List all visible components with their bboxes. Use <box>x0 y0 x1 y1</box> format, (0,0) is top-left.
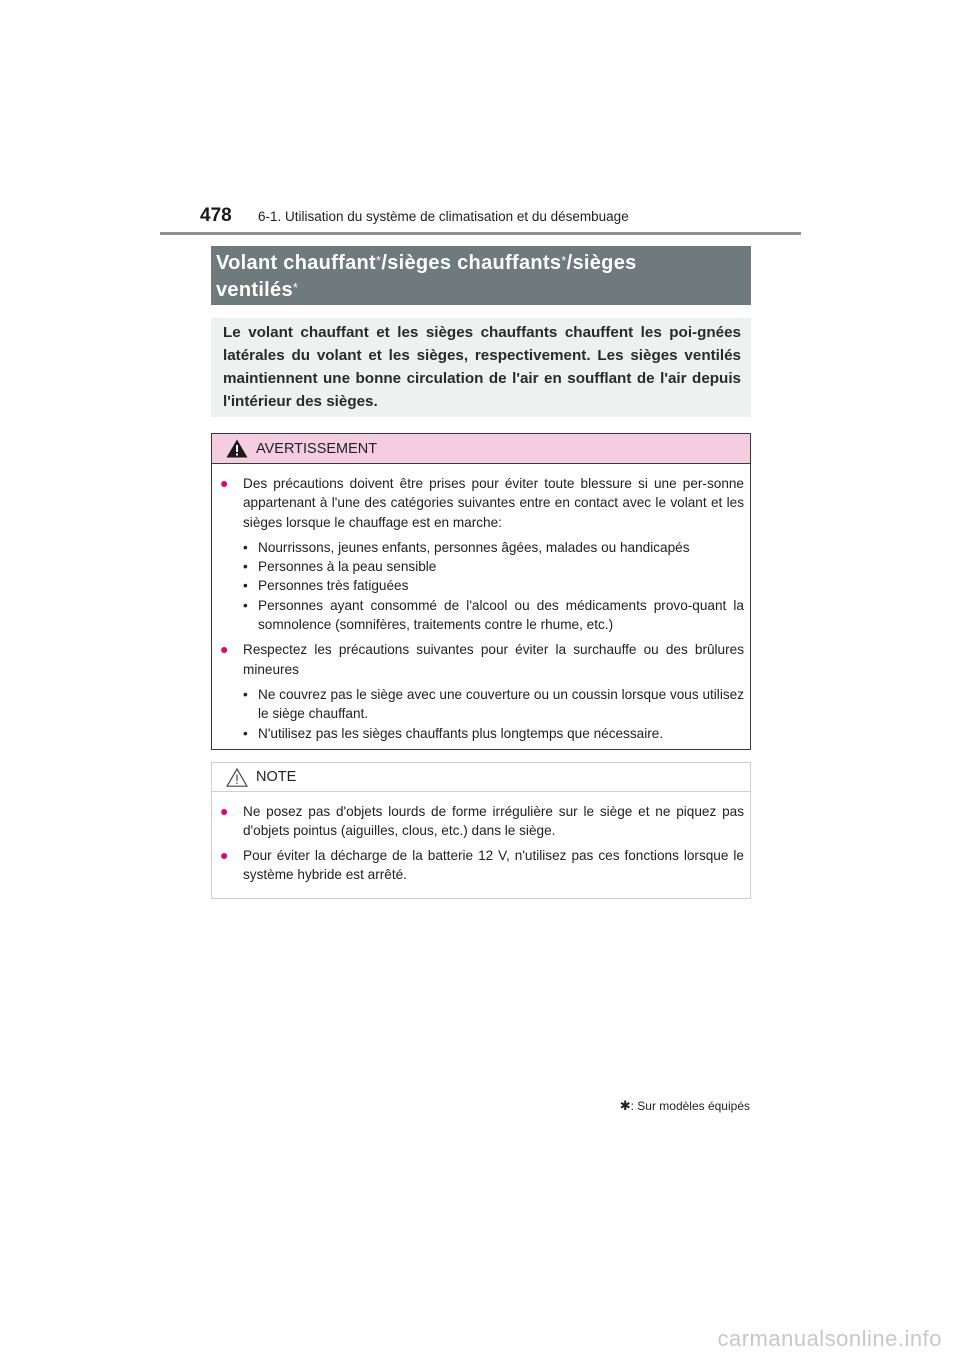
asterisk-2: * <box>561 253 567 268</box>
caution-outline-triangle-icon <box>226 768 248 787</box>
note-header <box>212 763 750 792</box>
warning-sub-list <box>220 538 744 634</box>
bullet-circle-icon: ● <box>220 803 229 819</box>
warning-sub-list <box>220 685 744 743</box>
title-part-3: /sièges <box>566 252 637 274</box>
note-label: NOTE <box>256 769 297 785</box>
note-bullet <box>220 802 744 841</box>
warning-bullet-text: Respectez les précautions suivantes pour éviter la surchauffe ou des brûlures mineures <box>243 642 744 677</box>
section-title <box>211 246 751 305</box>
list-item-text: Ne couvrez pas le siège avec une couverture ou un coussin lorsque vous utilisez le siège chauffant. <box>258 686 744 722</box>
warning-bullet <box>220 640 744 679</box>
list-dot: • <box>243 559 248 575</box>
list-item <box>243 576 744 595</box>
footnote-text: : Sur modèles équipés <box>630 1099 750 1113</box>
warning-bullet-text: Des précautions doivent être prises pour éviter toute blessure si une per-sonne appartenant à l'une des catégories suivantes entre en contact avec le volant et les sièges lorsque le chauffage est en marche: <box>243 476 744 530</box>
list-item <box>243 724 744 743</box>
watermark: carmanualsonline.info <box>717 1326 942 1351</box>
asterisk-3: * <box>292 280 299 295</box>
warning-header <box>212 434 750 464</box>
list-dot: • <box>243 539 248 555</box>
list-item-text: Personnes ayant consommé de l'alcool ou des médicaments provo-quant la somnolence (somnifères, traitements contre le rhume, etc.) <box>258 597 744 633</box>
asterisk-1: * <box>376 253 382 268</box>
note-body <box>212 792 750 884</box>
note-box <box>211 762 751 899</box>
warning-triangle-icon <box>226 439 248 458</box>
intro-text: Le volant chauffant et les sièges chauffants chauffent les poi-gnées latérales du volant et les sièges, respectivement. Les sièges ventilés maintiennent une bonne circulation de l'air en soufflant de l'air depuis l'intérieur des sièges. <box>223 324 741 410</box>
warning-bullet <box>220 474 744 532</box>
list-item-text: Nourrissons, jeunes enfants, personnes âgées, malades ou handicapés <box>258 539 690 555</box>
list-item-text: Personnes à la peau sensible <box>258 559 437 575</box>
bullet-circle-icon: ● <box>220 641 229 658</box>
list-item <box>243 557 744 576</box>
list-item-text: Personnes très fatiguées <box>258 578 409 594</box>
warning-body <box>212 464 750 743</box>
chapter-title: 6-1. Utilisation du système de climatisation et du désembuage <box>258 209 629 224</box>
title-part-2: /sièges chauffants <box>381 252 562 274</box>
intro-box <box>211 318 751 417</box>
page-number: 478 <box>200 205 232 226</box>
title-part-1: Volant chauffant <box>216 252 376 274</box>
list-item <box>243 538 744 557</box>
list-item-text: N'utilisez pas les sièges chauffants plus longtemps que nécessaire. <box>258 725 664 741</box>
note-bullet <box>220 846 744 885</box>
warning-box <box>211 433 751 750</box>
list-dot: • <box>243 578 248 594</box>
bullet-circle-icon: ● <box>220 846 229 863</box>
note-bullet-text: Ne posez pas d'objets lourds de forme irrégulière sur le siège et ne piquez pas d'objets pointus (aiguilles, clous, etc.) dans le siège. <box>243 804 744 839</box>
title-part-4: ventilés <box>216 279 293 301</box>
note-bullet-text: Pour éviter la décharge de la batterie 12 V, n'utilisez pas ces fonctions lorsque le système hybride est arrêté. <box>243 847 744 882</box>
bullet-circle-icon: ● <box>220 475 229 491</box>
list-dot: • <box>243 686 248 702</box>
list-item <box>243 596 744 635</box>
asterisk-icon: ✱ <box>619 1098 631 1113</box>
header-rule <box>160 232 801 235</box>
list-dot: • <box>243 597 248 613</box>
warning-label: AVERTISSEMENT <box>256 440 378 457</box>
list-item <box>243 685 744 724</box>
list-dot: • <box>243 725 248 741</box>
footnote <box>620 1098 750 1114</box>
